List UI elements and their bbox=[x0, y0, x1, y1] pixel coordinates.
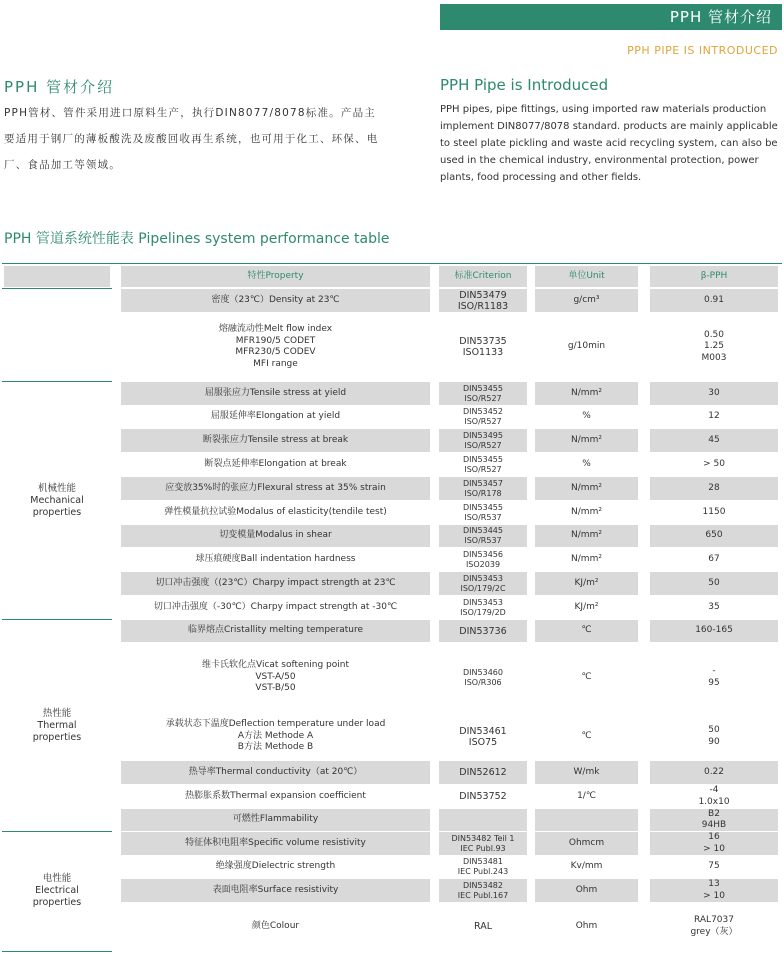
row-property: 表面电阻率Surface resistivity bbox=[121, 879, 430, 902]
group-divider bbox=[2, 381, 112, 382]
row-criterion: DIN53455 ISO/R537 bbox=[463, 502, 503, 522]
row-property: 密度（23℃）Density at 23℃ bbox=[121, 289, 430, 312]
row-criterion: DIN53461 ISO75 bbox=[459, 725, 507, 748]
header-subtitle: PPH PIPE IS INTRODUCED bbox=[627, 44, 778, 57]
row-property: 屈服张应力Tensile stress at yield bbox=[121, 382, 430, 405]
row-unit: Ohm bbox=[575, 920, 598, 931]
row-criterion: DIN53445 ISO/R537 bbox=[439, 525, 527, 547]
row-value: 30 bbox=[650, 382, 778, 405]
row-value: 16 > 10 bbox=[650, 832, 778, 855]
row-criterion: DIN53453 ISO/179/2D bbox=[460, 597, 506, 617]
row-criterion: DIN53453 ISO/179/2C bbox=[439, 572, 527, 595]
group-divider bbox=[2, 951, 112, 952]
row-criterion: DIN53460 ISO/R306 bbox=[463, 667, 503, 687]
row-property: 承载状态下温度Deflection temperature under load A方法 Methode A B方法 Methode B bbox=[165, 719, 386, 753]
row-unit: Ohm bbox=[535, 879, 638, 902]
row-value: > 50 bbox=[703, 458, 725, 469]
row-criterion bbox=[439, 809, 527, 831]
intro-en-heading: PPH Pipe is Introduced bbox=[440, 76, 609, 94]
row-unit bbox=[535, 809, 638, 831]
group-divider bbox=[2, 288, 112, 289]
row-property: 热膨胀系数Thermal expansion coefficient bbox=[185, 790, 366, 801]
row-criterion: DIN53752 bbox=[459, 791, 507, 802]
row-value: 0.50 1.25 M003 bbox=[701, 329, 727, 363]
row-unit: N/mm² bbox=[535, 429, 638, 452]
row-criterion: RAL bbox=[473, 921, 492, 932]
row-unit: KJ/m² bbox=[574, 601, 599, 612]
row-value: RAL7037 grey（灰） bbox=[690, 915, 738, 937]
row-value: 160-165 bbox=[650, 620, 778, 642]
row-property: 屈服延伸率Elongation at yield bbox=[210, 411, 341, 422]
row-unit: % bbox=[582, 411, 591, 422]
row-unit: N/mm² bbox=[535, 382, 638, 405]
row-value: 28 bbox=[650, 477, 778, 500]
row-unit: % bbox=[582, 458, 591, 469]
group-mechanical: 机械性能 Mechanical properties bbox=[30, 482, 84, 518]
row-property: 熔融流动性Melt flow index MFR190/5 CODET MFR230/5 CODEV MFI range bbox=[218, 324, 333, 369]
row-value: 75 bbox=[708, 861, 720, 872]
row-criterion: DIN53482 IEC Publ.167 bbox=[439, 879, 527, 902]
row-criterion: DIN53457 ISO/R178 bbox=[439, 477, 527, 500]
row-criterion: DIN53481 IEC Publ.243 bbox=[457, 857, 509, 876]
group-thermal: 热性能 Thermal properties bbox=[32, 707, 82, 743]
intro-cn-heading: PPH 管材介绍 bbox=[4, 78, 115, 96]
row-value: B2 94HB bbox=[650, 809, 778, 831]
row-property: 切变模量Modalus in shear bbox=[121, 525, 430, 547]
row-criterion: DIN53455 ISO/R527 bbox=[439, 382, 527, 405]
header-unit: 单位Unit bbox=[535, 266, 638, 287]
row-criterion: DIN52612 bbox=[439, 761, 527, 784]
row-criterion: DIN53452 ISO/R527 bbox=[463, 407, 503, 426]
row-criterion: DIN53455 ISO/R527 bbox=[463, 454, 503, 474]
table-top-line bbox=[2, 263, 782, 264]
row-value: 12 bbox=[708, 411, 720, 422]
row-unit: ℃ bbox=[581, 671, 592, 682]
row-unit: N/mm² bbox=[571, 506, 602, 517]
row-value: 0.91 bbox=[650, 289, 778, 312]
row-unit: N/mm² bbox=[535, 525, 638, 547]
row-property: 热导率Thermal conductivity（at 20℃） bbox=[121, 761, 430, 784]
intro-en-text: PPH pipes, pipe fittings, using imported raw materials production implement DIN8077/8078 standard. products are mainly applicable to steel plate pickling and waste acid recycling system, can also be used in the chemical industry, environmental protection, power plants, food processing and other fields. bbox=[440, 104, 778, 183]
row-value: - 95 bbox=[708, 666, 720, 688]
row-value: 50 90 bbox=[708, 725, 720, 747]
row-property: 断裂点延伸率Elongation at break bbox=[204, 458, 347, 469]
row-property: 弹性模量抗拉试验Modalus of elasticity(tendile test) bbox=[164, 506, 387, 517]
row-value: 67 bbox=[708, 553, 720, 564]
row-property: 断裂张应力Tensile stress at break bbox=[121, 429, 430, 452]
row-value: 13 > 10 bbox=[650, 879, 778, 902]
row-value: 35 bbox=[708, 601, 720, 612]
row-unit: 1/℃ bbox=[577, 790, 596, 801]
header-property: 特性Property bbox=[121, 266, 430, 287]
row-criterion: DIN53479 ISO/R1183 bbox=[439, 289, 527, 312]
row-property: 绝缘强度Dielectric strength bbox=[215, 861, 336, 872]
row-property: 颜色Colour bbox=[251, 920, 300, 931]
row-unit: Kv/mm bbox=[570, 861, 603, 872]
group-divider bbox=[2, 619, 112, 620]
table-title: PPH 管道系统性能表 Pipelines system performance table bbox=[4, 231, 390, 247]
row-unit: g/cm³ bbox=[535, 289, 638, 312]
row-property: 切口冲击强度（(23℃）Charpy impact strength at 23℃ bbox=[121, 572, 430, 595]
row-unit: W/mk bbox=[535, 761, 638, 784]
row-value: 0.22 bbox=[650, 761, 778, 784]
row-unit: KJ/m² bbox=[535, 572, 638, 595]
row-criterion: DIN53482 Teil 1 IEC Publ.93 bbox=[439, 832, 527, 855]
intro-cn-text: PPH管材、管件采用进口原料生产，执行DIN8077/8078标准。产品主要适用于钢厂的薄板酸洗及废酸回收再生系统，也可用于化工、环保、电厂、食品加工等领域。 bbox=[4, 107, 379, 171]
row-value: -4 1.0x10 bbox=[698, 785, 730, 807]
row-value: 1150 bbox=[702, 506, 726, 517]
row-unit: ℃ bbox=[535, 620, 638, 642]
row-criterion: DIN53495 ISO/R527 bbox=[439, 429, 527, 452]
row-value: 45 bbox=[650, 429, 778, 452]
row-unit: Ohmcm bbox=[535, 832, 638, 855]
row-property: 可燃性Flammability bbox=[121, 809, 430, 831]
row-property: 球压痕硬度Ball indentation hardness bbox=[195, 553, 356, 564]
header-title-bar: PPH 管材介绍 bbox=[440, 4, 782, 30]
row-criterion: DIN53735 ISO1133 bbox=[459, 336, 507, 358]
header-value: β-PPH bbox=[650, 266, 778, 287]
row-property: 特征体积电阻率Specific volume resistivity bbox=[121, 832, 430, 855]
row-property: 切口冲击强度（-30℃）Charpy impact strength at -30℃ bbox=[153, 601, 398, 612]
row-unit: N/mm² bbox=[535, 477, 638, 500]
row-property: 临界熔点Cristallity melting temperature bbox=[121, 620, 430, 642]
row-unit: N/mm² bbox=[571, 553, 602, 564]
row-criterion: DIN53456 ISO2039 bbox=[463, 549, 503, 569]
row-property: 维卡氏软化点Vicat softening point VST-A/50 VST-B/50 bbox=[201, 660, 350, 694]
row-criterion: DIN53736 bbox=[439, 620, 527, 642]
row-unit: ℃ bbox=[581, 730, 592, 741]
header-criterion: 标准Criterion bbox=[439, 266, 527, 287]
row-value: 50 bbox=[650, 572, 778, 595]
group-electrical: 电性能 Electrical properties bbox=[32, 873, 82, 908]
row-value: 650 bbox=[650, 525, 778, 547]
row-property: 应变放35%时的张应力Flexural stress at 35% strain bbox=[121, 477, 430, 500]
row-unit: g/10min bbox=[567, 341, 606, 352]
header-group-blank bbox=[4, 266, 110, 287]
group-divider bbox=[2, 831, 112, 832]
